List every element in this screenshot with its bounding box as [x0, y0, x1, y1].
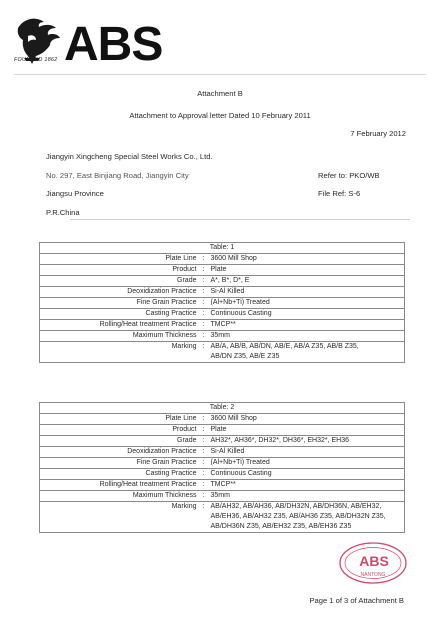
table-title: Table: 1 [40, 243, 405, 254]
table-row [40, 480, 405, 491]
row-label: Marking [40, 342, 200, 363]
row-value: 35mm [208, 491, 405, 502]
row-label: Fine Grain Practice [40, 458, 200, 469]
table-row [40, 436, 405, 447]
row-value: (Al+Nb+Ti) Treated [208, 458, 405, 469]
row-label: Fine Grain Practice [40, 298, 200, 309]
row-value-line: AB/A, AB/B, AB/DN, AB/E, AB/A Z35, AB/B Z35, [210, 343, 359, 350]
row-label: Grade [40, 276, 200, 287]
row-label: Maximum Thickness [40, 331, 200, 342]
street-address: No. 297, East Binjiang Road, Jiangyin City [46, 171, 189, 180]
table-row [40, 491, 405, 502]
row-separator: : [200, 447, 208, 458]
row-separator: : [200, 502, 208, 533]
header-divider [14, 74, 426, 75]
row-value [208, 502, 405, 533]
table-row [40, 320, 405, 331]
row-label: Plate Line [40, 254, 200, 265]
row-value: 35mm [208, 331, 405, 342]
row-label: Deoxidization Practice [40, 287, 200, 298]
row-label: Plate Line [40, 414, 200, 425]
row-value: Plate [208, 265, 405, 276]
row-value: Si-Al Killed [208, 447, 405, 458]
row-value-line: AB/AH32, AB/AH36, AB/DH32N, AB/DH36N, AB/EH32, [210, 503, 382, 510]
row-separator: : [200, 265, 208, 276]
table-row [40, 309, 405, 320]
row-separator: : [200, 287, 208, 298]
table-row [40, 458, 405, 469]
table-row [40, 254, 405, 265]
row-separator: : [200, 414, 208, 425]
stamp-text: ABS [359, 553, 389, 569]
row-value: Continuous Casting [208, 309, 405, 320]
row-label: Casting Practice [40, 469, 200, 480]
row-separator: : [200, 491, 208, 502]
row-value: Plate [208, 425, 405, 436]
row-value: TMCP** [208, 320, 405, 331]
row-label: Maximum Thickness [40, 491, 200, 502]
row-value [208, 342, 405, 363]
row-label: Product [40, 425, 200, 436]
table-row [40, 342, 405, 363]
table-row [40, 287, 405, 298]
row-label: Product [40, 265, 200, 276]
row-separator: : [200, 425, 208, 436]
row-value-line: AB/DH36N Z35, AB/EH32 Z35, AB/EH36 Z35 [210, 523, 352, 530]
row-separator: : [200, 458, 208, 469]
province: Jiangsu Province [46, 189, 104, 198]
row-value: AH32*, AH36*, DH32*, DH36*, EH32*, EH36 [208, 436, 405, 447]
page-number: Page 1 of 3 of Attachment B [309, 596, 404, 605]
table-row [40, 331, 405, 342]
row-label: Casting Practice [40, 309, 200, 320]
table-row [40, 469, 405, 480]
attachment-label: Attachment B [197, 89, 243, 98]
row-value: TMCP** [208, 480, 405, 491]
row-separator: : [200, 436, 208, 447]
table-row [40, 414, 405, 425]
row-separator: : [200, 298, 208, 309]
table-title: Table: 2 [40, 403, 405, 414]
table-row [40, 276, 405, 287]
row-value: 3600 Mill Shop [208, 414, 405, 425]
row-separator: : [200, 309, 208, 320]
table-row [40, 425, 405, 436]
row-separator: : [200, 480, 208, 491]
table-row [40, 447, 405, 458]
approval-table-1 [39, 242, 405, 363]
row-value: (Al+Nb+Ti) Treated [208, 298, 405, 309]
letter-date: 7 February 2012 [350, 129, 406, 138]
logo-text: ABS [64, 18, 163, 70]
row-label: Rolling/Heat treatment Practice [40, 480, 200, 491]
row-separator: : [200, 469, 208, 480]
table-row [40, 298, 405, 309]
stamp-sub: NANTONG [360, 572, 386, 578]
row-label: Rolling/Heat treatment Practice [40, 320, 200, 331]
abs-stamp [338, 541, 408, 585]
company-name: Jiangyin Xingcheng Special Steel Works Co., Ltd. [46, 152, 213, 161]
row-value: Si-Al Killed [208, 287, 405, 298]
row-value-line: AB/DN Z35, AB/E Z35 [210, 353, 280, 360]
row-separator: : [200, 342, 208, 363]
row-separator: : [200, 276, 208, 287]
row-value: Continuous Casting [208, 469, 405, 480]
row-value: 3600 Mill Shop [208, 254, 405, 265]
approval-table-2 [39, 402, 405, 533]
row-value-line: AB/EH36, AB/AH32 Z35, AB/AH36 Z35, AB/DH32N Z35, [210, 513, 386, 520]
attachment-line: Attachment to Approval letter Dated 10 February 2011 [129, 111, 311, 120]
founded-caption: FOUNDED 1862 [14, 57, 58, 63]
row-label: Deoxidization Practice [40, 447, 200, 458]
row-separator: : [200, 254, 208, 265]
file-ref: File Ref: S-6 [318, 189, 361, 198]
row-separator: : [200, 331, 208, 342]
refer-to: Refer to: PKO/WB [318, 171, 380, 180]
table-row [40, 502, 405, 533]
row-value: A*, B*, D*, E [208, 276, 405, 287]
address-divider [70, 219, 410, 220]
row-label: Marking [40, 502, 200, 533]
table-row [40, 265, 405, 276]
row-separator: : [200, 320, 208, 331]
country: P.R.China [46, 208, 80, 217]
row-label: Grade [40, 436, 200, 447]
